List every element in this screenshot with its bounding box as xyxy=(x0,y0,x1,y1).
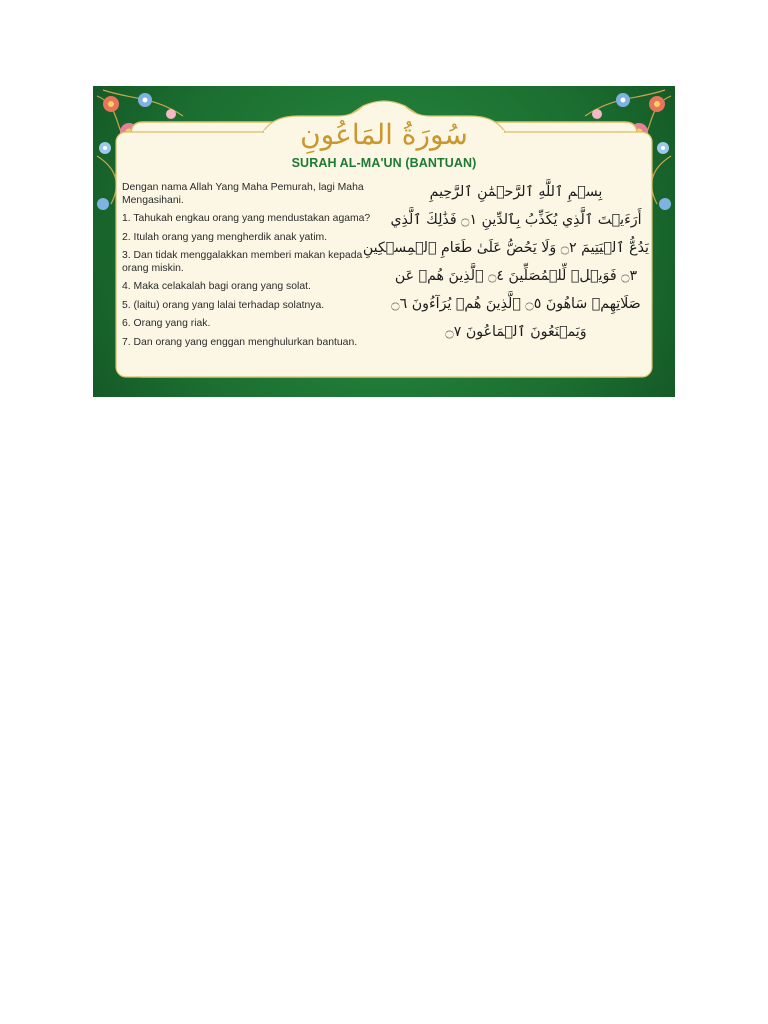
content-panel xyxy=(113,104,655,379)
surah-title-latin: SURAH AL-MA'UN (BANTUAN) xyxy=(291,156,477,170)
translation-verse-6: 6. Orang yang riak. xyxy=(122,318,211,329)
translation-verse-4: 4. Maka celakalah bagi orang yang solat. xyxy=(122,281,311,292)
arabic-line: أَرَءَيۡتَ ٱلَّذِي يُكَذِّبُ بِٱلدِّينِ ۝١ فَذَٰلِكَ ٱلَّذِي xyxy=(390,212,642,228)
translation-verse-2: 2. Itulah orang yang mengherdik anak yatim. xyxy=(122,231,328,243)
surah-card xyxy=(93,86,675,397)
translation-verse-1: 1. Tahukah engkau orang yang mendustakan agama? xyxy=(122,213,371,224)
surah-title-arabic: سُورَةُ المَاعُونِ xyxy=(300,118,468,151)
translation-verse-7: 7. Dan orang yang enggan menghulurkan bantuan. xyxy=(122,336,358,348)
translation-verse-5: 5. (laitu) orang yang lalai terhadap solatnya. xyxy=(122,299,325,311)
arabic-line: صَلَاتِهِمۡ سَاهُونَ ۝٥ ٱلَّذِينَ هُمۡ يُرَآءُونَ ۝٦ xyxy=(391,296,641,312)
arabic-line-basmala: بِسۡمِ ٱللَّهِ ٱلرَّحۡمَٰنِ ٱلرَّحِيمِ xyxy=(429,184,603,200)
translation-verse-3: 3. Dan tidak menggalakkan memberi makan kepada orang miskin. xyxy=(122,250,363,274)
arabic-line: يَدُعُّ ٱلۡيَتِيمَ ۝٢ وَلَا يَحُضُّ عَلَىٰ طَعَامِ ٱلۡمِسۡكِينِ xyxy=(362,240,649,256)
arabic-line: ۝٣ فَوَيۡلٞ لِّلۡمُصَلِّينَ ۝٤ ٱلَّذِينَ هُمۡ عَن xyxy=(394,268,638,284)
translation-basmala: Dengan nama Allah Yang Maha Pemurah, lagi Maha Mengasihani. xyxy=(122,182,364,206)
translation-list xyxy=(122,182,380,355)
arabic-line: وَيَمۡنَعُونَ ٱلۡمَاعُونَ ۝٧ xyxy=(445,324,587,340)
arabic-text xyxy=(362,178,649,346)
